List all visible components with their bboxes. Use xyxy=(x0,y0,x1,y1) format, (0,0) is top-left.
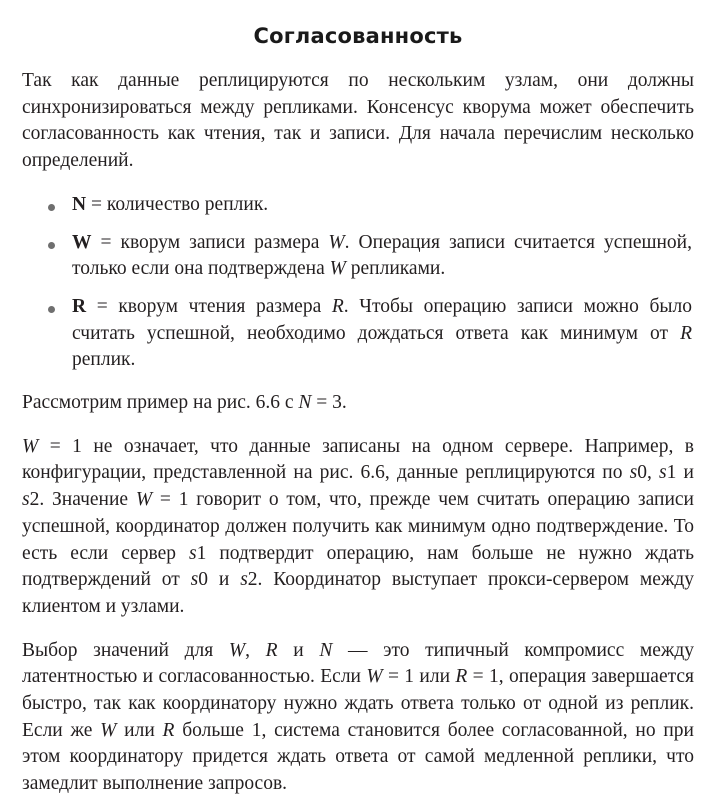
w-text-5: = 1 говорит о том, что, прежде чем считать операцию записи успешной, координатор должен получить как минимум одно подтверждение. То есть если сервер xyxy=(22,489,694,564)
t-text-6: = 1, операция завершается быстро, так как координатору нужно ждать ответа только от одной из реплик. Если же xyxy=(22,666,694,741)
list-item xyxy=(22,230,694,283)
example-paragraph xyxy=(22,390,694,417)
t-var-w2: W xyxy=(366,666,383,688)
definition-text-w-2: . Операция записи считается успешной, только если она подтверждена xyxy=(72,231,692,280)
definition-var-w-1: W xyxy=(328,231,345,253)
bullet-icon xyxy=(48,204,55,211)
t-text-7: или xyxy=(116,719,163,741)
definition-text-r-2: . Чтобы операцию записи можно было считать успешной, необходимо дождаться ответа как минимум от xyxy=(72,295,692,344)
w-text-2: 0, xyxy=(637,462,660,484)
t-text-8: больше 1, система становится более согласованной, но при этом координатору придется ждать ответа от самой медленной реплики, что замедлит выполнение запросов. xyxy=(22,719,694,795)
example-text-1: Рассмотрим пример на рис. 6.6 с xyxy=(22,392,299,414)
page-title: Согласованность xyxy=(253,24,463,48)
t-text-2: , xyxy=(245,639,266,661)
w-text-3: 1 и xyxy=(666,462,694,484)
t-var-n1: N xyxy=(319,639,333,661)
definition-term-n: N xyxy=(72,193,87,215)
write-quorum-paragraph xyxy=(22,434,694,621)
w-var-s2: s xyxy=(22,489,30,511)
tradeoff-paragraph xyxy=(22,638,694,798)
definition-text-r-3: реплик. xyxy=(72,349,136,371)
example-text-2: = 3. xyxy=(311,392,347,414)
definition-text-w-1: = кворум записи размера xyxy=(91,231,329,253)
t-text-1: Выбор значений для xyxy=(22,639,229,661)
t-var-r3: R xyxy=(162,719,175,741)
definition-text-r-1: = кворум чтения размера xyxy=(86,295,332,317)
w-text-8: 2. Координатор выступает прокси-сервером между клиентом и узлами. xyxy=(22,569,695,617)
definitions-list xyxy=(22,192,694,374)
w-var-s0: s xyxy=(629,462,638,484)
t-var-r1: R xyxy=(265,639,278,661)
bullet-icon xyxy=(48,306,55,313)
definition-term-w: W xyxy=(72,231,92,253)
t-text-4: — это типичный компромисс между латентностью и согласованностью. Если xyxy=(22,639,695,688)
w-var-s1: s xyxy=(659,462,667,484)
t-text-3: и xyxy=(277,639,320,661)
definition-text-w-3: репликами. xyxy=(345,258,446,280)
definition-term-r: R xyxy=(72,295,87,317)
t-var-r2: R xyxy=(455,666,468,688)
w-text-4: 2. Значение xyxy=(29,489,136,511)
definition-var-r-1: R xyxy=(331,295,344,317)
w-text-6: 1 подтвердит операцию, нам больше не нужно ждать подтверждений от xyxy=(22,542,694,591)
w-var-s1b: s xyxy=(189,542,197,564)
example-var-n: N xyxy=(298,392,312,414)
t-var-w3: W xyxy=(100,719,117,741)
w-text-7: 0 и xyxy=(198,569,241,591)
w-var-1: W xyxy=(22,435,39,457)
intro-paragraph: Так как данные реплицируются по нескольким узлам, они должны синхронизироваться между репликами. Консенсус кворума может обеспечить согласованность как чтения, так и записи. Для начала перечислим несколько определений. xyxy=(22,70,694,172)
w-var-2: W xyxy=(135,489,153,511)
w-var-s0b: s xyxy=(190,569,199,591)
definition-var-r-2: R xyxy=(680,322,692,344)
t-text-5: = 1 или xyxy=(382,666,456,688)
w-var-s2b: s xyxy=(240,569,248,591)
t-var-w1: W xyxy=(228,639,246,661)
bullet-icon xyxy=(48,242,55,249)
definition-text-n: = количество реплик. xyxy=(86,193,269,215)
w-text-1: = 1 не означает, что данные записаны на одном сервере. Например, в конфигурации, представленной на рис. 6.6, данные реплицируются по xyxy=(22,435,694,484)
list-item xyxy=(22,294,694,374)
list-item xyxy=(22,192,694,219)
definition-var-w-2: W xyxy=(329,258,346,280)
